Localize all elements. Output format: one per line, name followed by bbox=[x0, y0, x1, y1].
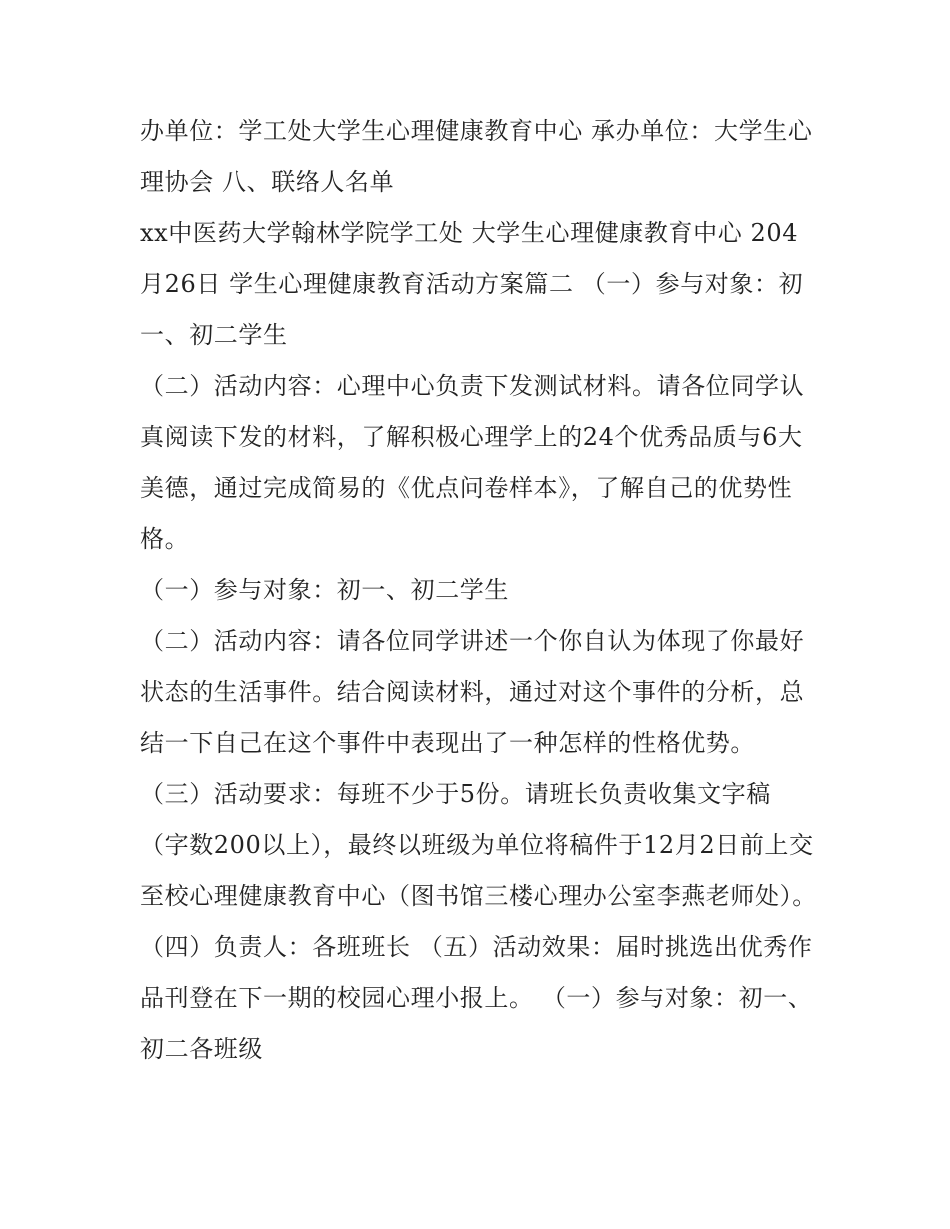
paragraph-contact-list: xx中医药大学翰林学院学工处 大学生心理健康教育中心 204月26日 学生心理健康教育活动方案篇二 （一）参与对象：初一、初二学生 bbox=[140, 219, 804, 349]
paragraph-activity-content-1: （二）活动内容：心理中心负责下发测试材料。请各位同学认真阅读下发的材料，了解积极心理学上的24个优秀品质与6大美德，通过完成简易的《优点问卷样本》，了解自己的优势性格。 bbox=[140, 372, 805, 553]
paragraph-responsible-and-effect: （四）负责人：各班班长 （五）活动效果：届时挑选出优秀作品刊登在下一期的校园心理小报上。 （一）参与对象：初一、初二各班级 bbox=[140, 933, 813, 1063]
document-body bbox=[140, 106, 820, 1075]
paragraph-activity-content-2: （二）活动内容：请各位同学讲述一个你自认为体现了你最好状态的生活事件。结合阅读材料，通过对这个事件的分析，总结一下自己在这个事件中表现出了一种怎样的性格优势。 bbox=[140, 627, 805, 757]
paragraph-participants: （一）参与对象：初一、初二学生 bbox=[140, 576, 509, 604]
paragraph-organizers: 办单位：学工处大学生心理健康教育中心 承办单位：大学生心理协会 八、联络人名单 bbox=[140, 117, 813, 196]
paragraph-activity-requirements: （三）活动要求：每班不少于5份。请班长负责收集文字稿（字数200以上），最终以班级为单位将稿件于12月2日前上交至校心理健康教育中心（图书馆三楼心理办公室李燕老师处）。 bbox=[140, 780, 817, 910]
